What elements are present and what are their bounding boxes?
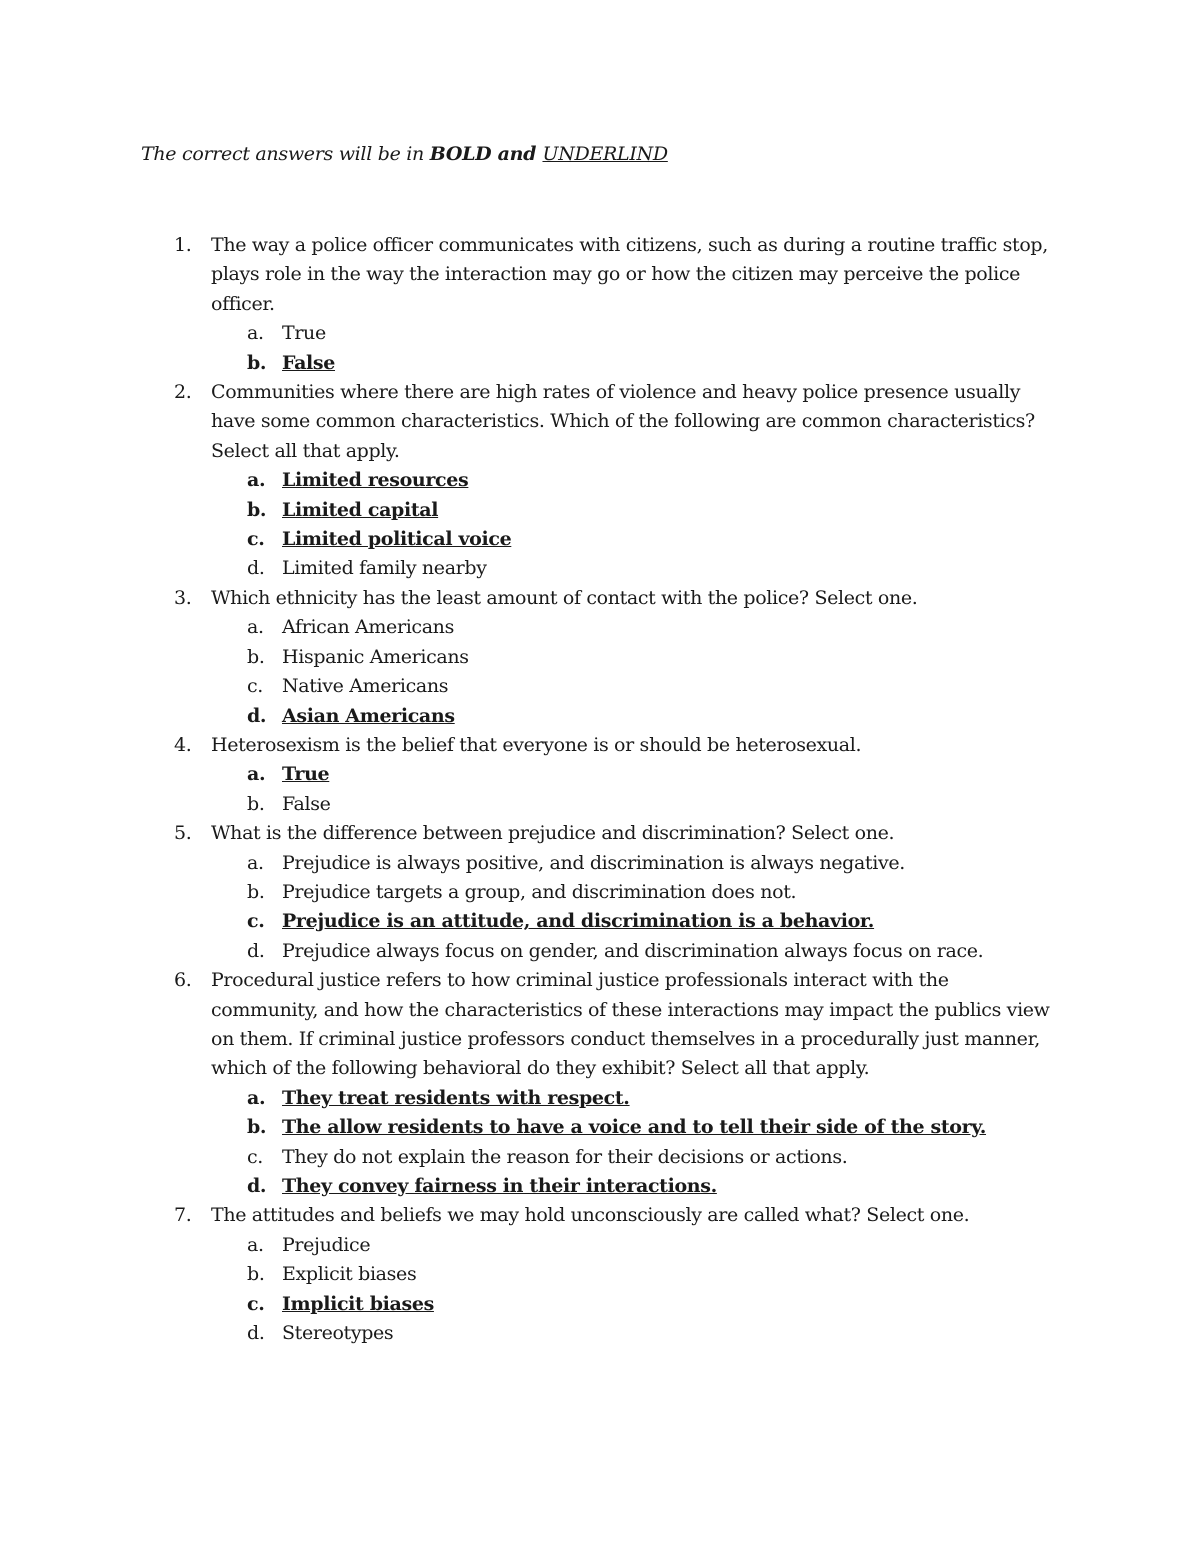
- answer-option: [0, 643, 1200, 672]
- option-letter: a.: [247, 1233, 264, 1256]
- question-number: 3.: [174, 586, 192, 609]
- option-text: Implicit biases: [282, 1292, 434, 1315]
- question-2: [0, 378, 1061, 466]
- option-text: Prejudice is an attitude, and discrimination is a behavior.: [282, 910, 875, 933]
- option-letter: d.: [247, 1322, 265, 1345]
- question-number: 4.: [174, 733, 192, 756]
- option-letter: b.: [247, 792, 265, 815]
- question-number: 7.: [174, 1204, 192, 1227]
- question-number: 2.: [174, 381, 192, 404]
- option-letter: b.: [247, 498, 267, 521]
- question-number: 1.: [174, 234, 192, 256]
- option-text: Prejudice: [282, 1233, 371, 1256]
- option-letter: c.: [247, 675, 263, 698]
- answer-option: [0, 613, 1200, 642]
- option-text: African Americans: [282, 616, 454, 639]
- option-letter: a.: [247, 1086, 266, 1109]
- option-text: True: [282, 322, 326, 345]
- answer-option-correct: [0, 1290, 1200, 1319]
- option-letter: b.: [247, 645, 265, 668]
- option-text: Stereotypes: [282, 1322, 394, 1345]
- answer-option: [0, 1231, 1200, 1260]
- question-text: The attitudes and beliefs we may hold unconsciously are called what? Select one.: [211, 1204, 970, 1227]
- option-letter: b.: [247, 1263, 265, 1286]
- question-7: [0, 1201, 1061, 1230]
- option-letter: d.: [247, 557, 265, 580]
- question-4: [0, 731, 1061, 760]
- question-text: Communities where there are high rates of violence and heavy police presence usually have some common characteristics. Which of the following are common characteristics? Select all that apply.: [211, 381, 1035, 462]
- option-text: They treat residents with respect.: [282, 1086, 630, 1109]
- option-text: False: [282, 351, 336, 374]
- answer-option-correct: [0, 702, 1200, 731]
- option-text: The allow residents to have a voice and to tell their side of the story.: [282, 1116, 987, 1139]
- answer-option-correct: [0, 1084, 1200, 1113]
- question-text: Procedural justice refers to how criminal justice professionals interact with the community, and how the characteristics of these interactions may impact the publics view on them. If criminal justice professors conduct themselves in a procedurally just manner, which of the following behavioral do they exhibit? Select all that apply.: [211, 969, 1050, 1080]
- option-letter: a.: [247, 616, 264, 639]
- answer-option-correct: [0, 496, 1200, 525]
- option-text: They do not explain the reason for their decisions or actions.: [282, 1145, 848, 1168]
- option-text: Asian Americans: [282, 704, 455, 727]
- question-5: [0, 819, 1061, 848]
- question-text: What is the difference between prejudice and discrimination? Select one.: [211, 822, 895, 845]
- option-text: Limited political voice: [282, 528, 512, 551]
- intro-bold-text: BOLD and: [429, 143, 543, 165]
- option-letter: c.: [247, 528, 265, 551]
- option-text: Prejudice targets a group, and discrimination does not.: [282, 880, 797, 903]
- answer-option: [0, 554, 1200, 583]
- option-text: True: [282, 763, 330, 786]
- option-letter: a.: [247, 851, 264, 874]
- option-text: Limited family nearby: [282, 557, 487, 580]
- answer-option: [0, 672, 1200, 701]
- answer-option: [0, 878, 1200, 907]
- option-letter: a.: [247, 322, 264, 345]
- question-text: Heterosexism is the belief that everyone is or should be heterosexual.: [211, 733, 862, 756]
- option-letter: d.: [247, 1175, 267, 1197]
- option-text: Explicit biases: [282, 1263, 417, 1286]
- answer-option: [0, 849, 1200, 878]
- question-text: Which ethnicity has the least amount of contact with the police? Select one.: [211, 586, 918, 609]
- answer-option: [0, 790, 1200, 819]
- answer-option: [0, 1143, 1200, 1172]
- answer-option: [0, 319, 1200, 348]
- option-letter: b.: [247, 351, 267, 374]
- option-text: Limited resources: [282, 469, 469, 492]
- option-text: Prejudice is always positive, and discrimination is always negative.: [282, 851, 905, 874]
- answer-option-correct: [0, 525, 1200, 554]
- option-letter: b.: [247, 880, 265, 903]
- answer-option-correct: [0, 349, 1200, 378]
- option-letter: d.: [247, 939, 265, 962]
- answer-option-correct: [0, 1172, 1200, 1201]
- question-text: The way a police officer communicates with citizens, such as during a routine traffic stop, plays role in the way the interaction may go or how the citizen may perceive the police officer.: [211, 234, 1048, 315]
- option-letter: c.: [247, 910, 265, 933]
- question-1: [0, 231, 1061, 319]
- intro-line: [141, 143, 668, 165]
- question-3: [0, 584, 1061, 613]
- answer-option-correct: [0, 466, 1200, 495]
- intro-italic-text: The correct answers will be in: [141, 143, 430, 165]
- option-text: Prejudice always focus on gender, and discrimination always focus on race.: [282, 939, 984, 962]
- option-letter: b.: [247, 1116, 267, 1139]
- option-text: Hispanic Americans: [282, 645, 469, 668]
- option-letter: a.: [247, 763, 266, 786]
- intro-underlined-text: UNDERLIND: [542, 143, 668, 165]
- question-number: 5.: [174, 822, 192, 845]
- answer-option-correct: [0, 760, 1200, 789]
- question-list: [0, 231, 1200, 1348]
- answer-option: [0, 1260, 1200, 1289]
- option-letter: d.: [247, 704, 267, 727]
- answer-option: [0, 937, 1200, 966]
- answer-option-correct: [0, 907, 1200, 936]
- answer-option-correct: [0, 1113, 1200, 1142]
- option-text: False: [282, 792, 331, 815]
- question-number: 6.: [174, 969, 192, 992]
- option-text: They convey fairness in their interactions.: [282, 1175, 717, 1197]
- option-letter: c.: [247, 1292, 265, 1315]
- option-text: Limited capital: [282, 498, 439, 521]
- option-text: Native Americans: [282, 675, 449, 698]
- option-letter: a.: [247, 469, 266, 492]
- option-letter: c.: [247, 1145, 263, 1168]
- question-6: [0, 966, 1061, 1084]
- answer-option: [0, 1319, 1200, 1348]
